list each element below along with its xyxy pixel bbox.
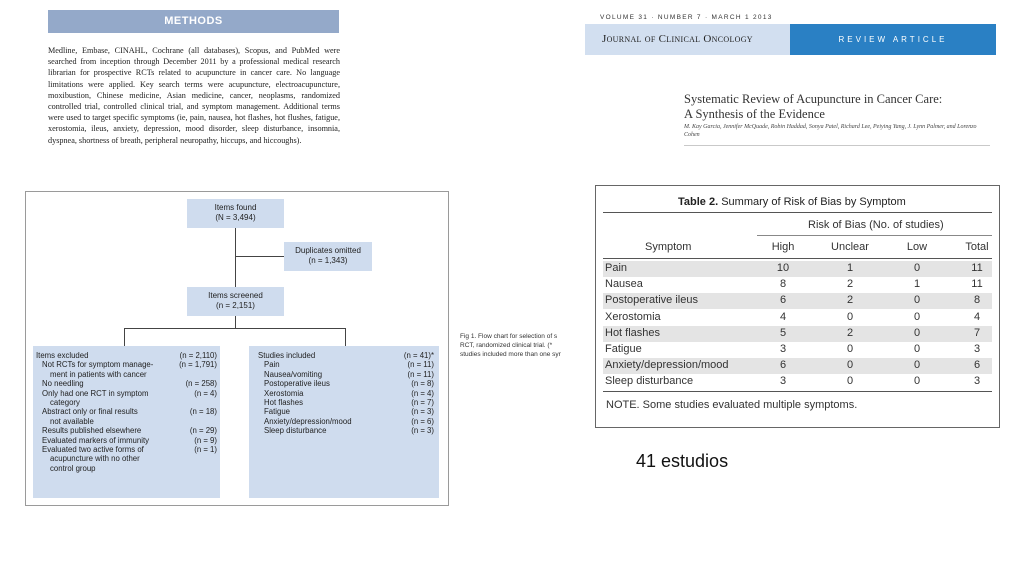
excluded-label: control group: [50, 463, 96, 473]
table-cell: 4: [973, 310, 981, 323]
included-label: Hot flashes: [264, 398, 304, 408]
included-count: (n = 7): [411, 398, 434, 408]
table-row-symptom: Postoperative ileus: [605, 294, 698, 307]
included-label: Xerostomia: [264, 388, 304, 398]
included-label: Postoperative ileus: [264, 379, 330, 389]
flow-box-screened: [187, 287, 284, 316]
table-cell: 0: [913, 359, 921, 372]
table-rule: [603, 258, 992, 259]
excluded-count: (n = 9): [194, 435, 217, 445]
included-label: Fatigue: [264, 407, 291, 417]
flow-box-duplicates: [284, 242, 372, 271]
included-row: [258, 379, 434, 388]
included-row: [258, 417, 434, 426]
table-rule: [603, 391, 992, 392]
table-cell: 8: [973, 294, 981, 307]
excluded-label: ment in patients with cancer: [50, 369, 147, 379]
table-row-symptom: Pain: [605, 262, 628, 274]
included-label: Nausea/vomiting: [264, 369, 323, 379]
table-label: Table 2.: [678, 196, 719, 208]
excluded-row: [36, 351, 217, 360]
table-cell: 0: [846, 359, 854, 372]
excluded-label: Not RCTs for symptom manage-: [42, 360, 154, 370]
excluded-row: [36, 454, 217, 463]
table-row-symptom: Nausea: [605, 278, 643, 291]
excluded-row: [36, 379, 217, 388]
article-title-line2: A Synthesis of the Evidence: [684, 107, 825, 121]
figure-caption-line: RCT, randomized clinical trial. (*: [460, 342, 553, 349]
excluded-label: acupuncture with no other: [50, 454, 140, 464]
table-cell: 0: [913, 326, 921, 339]
connector-line: [345, 328, 346, 346]
table-cell: 7: [973, 326, 981, 339]
excluded-row: [36, 426, 217, 435]
table-cell: 3: [779, 343, 787, 355]
table-cell: 0: [846, 343, 854, 355]
excluded-label: Results published elsewhere: [42, 426, 142, 436]
included-count: (n = 41)*: [403, 351, 434, 360]
excluded-row: [36, 398, 217, 407]
table-rule: [603, 212, 992, 213]
table-cell: 0: [913, 262, 921, 274]
included-row: [258, 370, 434, 379]
excluded-row: [36, 436, 217, 445]
figure-caption-line: Fig 1. Flow chart for selection of s: [460, 333, 558, 340]
table-group-header: Risk of Bias (No. of studies): [808, 219, 944, 231]
excluded-label: Only had one RCT in symptom: [42, 388, 149, 398]
excluded-count: (n = 1,791): [179, 360, 217, 370]
table-cell: 6: [779, 359, 787, 372]
excluded-count: (n = 4): [194, 388, 217, 398]
table-row: [603, 326, 992, 342]
table-cell: 10: [776, 262, 790, 274]
excluded-row: [36, 370, 217, 379]
table-cell: 0: [913, 343, 921, 355]
table-cell: 3: [779, 375, 787, 388]
table-cell: 3: [973, 343, 981, 355]
table-cell: 1: [846, 262, 854, 274]
table-note: NOTE. Some studies evaluated multiple symptoms.: [606, 399, 858, 411]
table-row: [603, 277, 992, 293]
excluded-label: Evaluated two active forms of: [42, 445, 144, 455]
excluded-label: Evaluated markers of immunity: [42, 435, 150, 445]
included-row: [258, 351, 434, 360]
flow-duplicates-n: (n = 1,343): [308, 256, 348, 265]
table-cell: 2: [846, 326, 854, 339]
flow-duplicates-label: Duplicates omitted: [295, 246, 361, 255]
flow-found-label: Items found: [214, 203, 257, 212]
slide-caption: 41 estudios: [636, 451, 729, 471]
table-cell: 0: [913, 310, 921, 323]
journal-issue-info: VOLUME 31 · NUMBER 7 · MARCH 1 2013: [600, 14, 773, 21]
journal-name: [585, 24, 790, 55]
flow-box-found: [187, 199, 284, 228]
included-label: Anxiety/depression/mood: [264, 416, 352, 426]
table-row-symptom: Hot flashes: [605, 326, 661, 339]
excluded-count: (n = 258): [185, 379, 217, 389]
included-count: (n = 6): [411, 416, 434, 426]
included-count: (n = 11): [407, 360, 434, 370]
excluded-label: not available: [50, 416, 94, 426]
article-title: [684, 92, 1004, 122]
included-row: [258, 398, 434, 407]
excluded-label: Abstract only or final results: [42, 407, 138, 417]
excluded-row: [36, 464, 217, 473]
figure-caption: [460, 332, 584, 359]
connector-line: [235, 256, 284, 257]
table-row: [603, 261, 992, 277]
table-cell: 0: [846, 310, 854, 323]
table-cell: 1: [913, 278, 921, 291]
table-column-header: Unclear: [831, 241, 869, 253]
included-count: (n = 8): [411, 379, 434, 389]
included-row: [258, 426, 434, 435]
excluded-row: [36, 417, 217, 426]
excluded-label: category: [50, 398, 80, 408]
figure-caption-line: studies included more than one syr: [460, 351, 561, 358]
included-count: (n = 11): [407, 369, 434, 379]
table-cell: 11: [971, 278, 983, 291]
table-cell: 8: [779, 278, 787, 291]
table-column-header: High: [771, 241, 795, 253]
table-cell: 6: [973, 359, 981, 372]
table-row-symptom: Xerostomia: [605, 310, 661, 323]
article-type-banner: REVIEW ARTICLE: [790, 24, 996, 55]
included-count: (n = 3): [411, 426, 434, 436]
connector-line: [124, 328, 125, 346]
article-authors: M. Kay Garcia, Jennifer McQuade, Robin Haddad, Sonya Patel, Richard Lee, Peiying Yang, J. Lynn Palmer, and Lorenzo Cohen: [684, 124, 977, 138]
table-cell: 3: [973, 375, 981, 388]
table-cell: 6: [779, 294, 787, 307]
excluded-row: [36, 389, 217, 398]
included-row: [258, 360, 434, 369]
flow-box-excluded: [33, 346, 220, 498]
excluded-label: Items excluded: [36, 351, 89, 360]
table-title: [678, 196, 906, 208]
excluded-row: [36, 445, 217, 454]
excluded-count: (n = 1): [194, 445, 217, 455]
connector-line: [235, 228, 236, 287]
excluded-label: No needling: [42, 379, 84, 389]
table-row-symptom: Sleep disturbance: [605, 375, 694, 388]
table-cell: 0: [846, 375, 854, 388]
flow-screened-n: (n = 2,151): [216, 301, 255, 310]
table-column-header: Total: [965, 241, 989, 253]
table-title-text: Summary of Risk of Bias by Symptom: [721, 196, 906, 208]
table-row-symptom: Fatigue: [605, 343, 642, 355]
table-row-symptom: Anxiety/depression/mood: [605, 359, 729, 372]
table-cell: 11: [971, 262, 983, 274]
table-cell: 2: [846, 294, 854, 307]
excluded-count: (n = 2,110): [179, 351, 217, 360]
included-row: [258, 407, 434, 416]
included-label: Pain: [264, 360, 280, 370]
divider: [684, 145, 990, 146]
table-cell: 4: [779, 310, 787, 323]
connector-line: [124, 328, 345, 329]
table-rule: [757, 235, 992, 236]
flow-found-n: (N = 3,494): [215, 213, 256, 222]
table-cell: 2: [846, 278, 854, 291]
table-column-header: Low: [906, 241, 928, 253]
methods-header: METHODS: [48, 10, 339, 33]
included-count: (n = 3): [411, 407, 434, 417]
table-cell: 0: [913, 375, 921, 388]
included-count: (n = 4): [411, 388, 434, 398]
flow-screened-label: Items screened: [208, 291, 263, 300]
excluded-count: (n = 29): [189, 426, 217, 436]
flow-box-included: [249, 346, 439, 498]
table-row: [603, 310, 992, 326]
journal-name-text: Journal of Clinical Oncology: [602, 33, 753, 45]
article-title-line1: Systematic Review of Acupuncture in Cancer Care:: [684, 92, 943, 106]
included-row: [258, 389, 434, 398]
excluded-row: [36, 360, 217, 369]
included-label: Sleep disturbance: [264, 426, 327, 436]
table-column-header: Symptom: [645, 241, 692, 253]
excluded-row: [36, 407, 217, 416]
table-row: [603, 342, 992, 358]
excluded-count: (n = 18): [189, 407, 217, 417]
table-cell: 5: [779, 326, 787, 339]
included-label: Studies included: [258, 351, 316, 360]
methods-text: Medline, Embase, CINAHL, Cochrane (all databases), Scopus, and PubMed were searched from inception through December 2011 by a professional medical research librarian for prospective RCTs related to acupuncture in cancer care. No language limitations were applied. Key search terms were acupuncture, electroacupuncture, moxibustion, Chinese medicine, Asian medicine, cancer, neoplasms, randomized controlled trial, controlled clinical trial, and symptom management. Additional terms were used to target specific symptoms (ie, pain, nausea, hot flashes, hot flushes, fatigue, xerostomia, ileus, anxiety, depression, mood disorder, sleep disturbance, insomnia, dyspnea, shortness of breath, peripheral neuropathy, hiccups, and hiccoughs).: [48, 46, 340, 145]
table-cell: 0: [913, 294, 921, 307]
